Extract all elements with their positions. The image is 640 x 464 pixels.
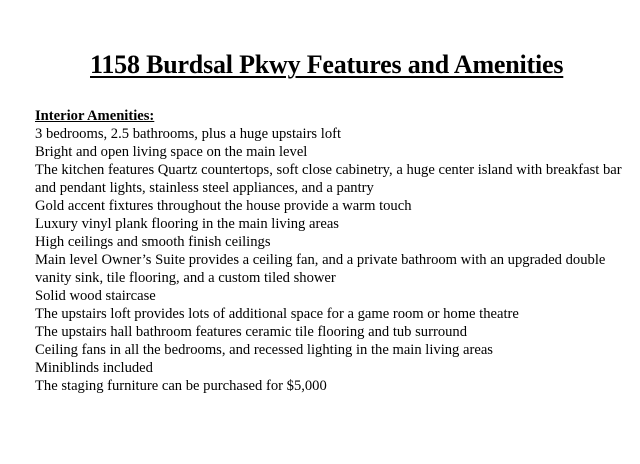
amenity-item: The staging furniture can be purchased for $5,000 — [35, 378, 327, 394]
amenity-item: High ceilings and smooth finish ceilings — [35, 234, 271, 250]
amenity-item: 3 bedrooms, 2.5 bathrooms, plus a huge upstairs loft — [35, 126, 342, 142]
document-title: 1158 Burdsal Pkwy Features and Amenities — [90, 50, 564, 79]
amenity-item: Luxury vinyl plank flooring in the main living areas — [35, 216, 339, 232]
amenity-item: Solid wood staircase — [35, 288, 156, 304]
amenity-item: Ceiling fans in all the bedrooms, and recessed lighting in the main living areas — [35, 342, 493, 358]
amenity-item: The upstairs loft provides lots of additional space for a game room or home theatre — [35, 306, 519, 322]
amenity-item: Main level Owner’s Suite provides a ceiling fan, and a private bathroom with an upgraded double vanity sink, tile flooring, and a custom tiled shower — [35, 252, 606, 286]
amenity-item: The kitchen features Quartz countertops, soft close cabinetry, a huge center island with breakfast bar and pendant lights, stainless steel appliances, and a pantry — [35, 162, 622, 196]
amenity-item: Gold accent fixtures throughout the house provide a warm touch — [35, 198, 412, 214]
amenity-item: The upstairs hall bathroom features ceramic tile flooring and tub surround — [35, 324, 468, 340]
amenity-item: Bright and open living space on the main level — [35, 144, 308, 160]
amenities-section — [35, 107, 625, 395]
section-heading: Interior Amenities: — [35, 108, 155, 124]
amenity-item: Miniblinds included — [35, 360, 153, 376]
